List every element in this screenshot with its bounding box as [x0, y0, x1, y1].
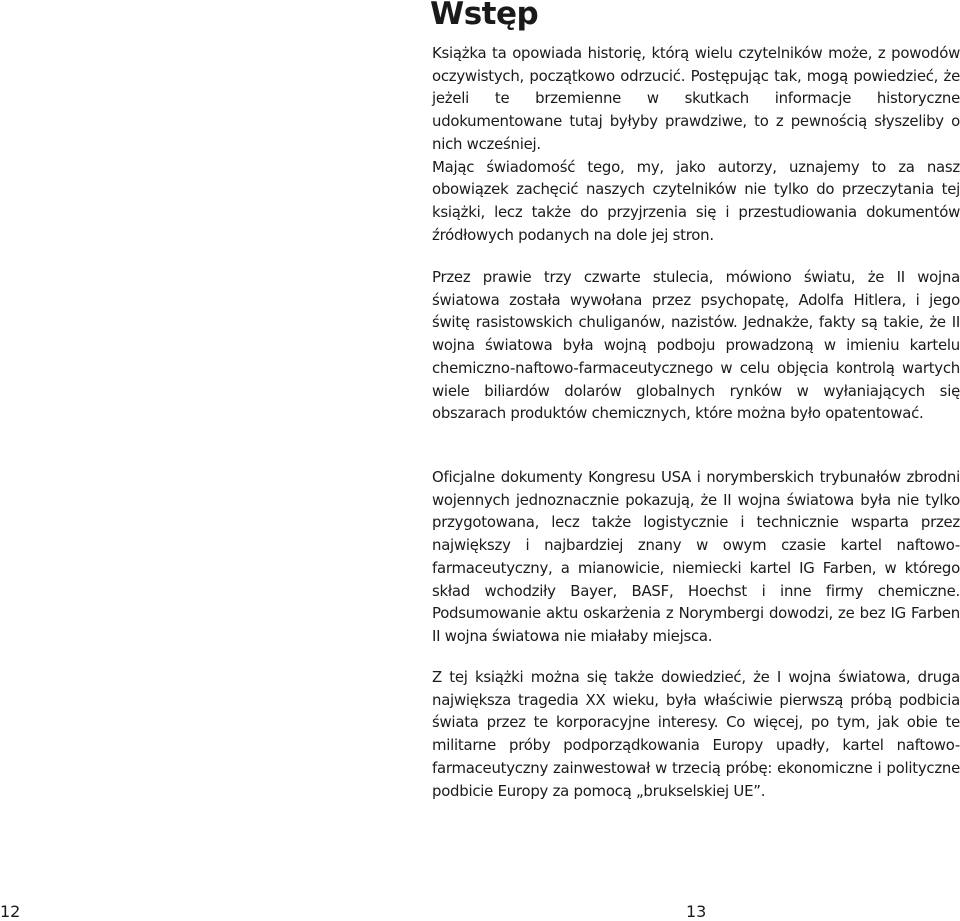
body-paragraph-block-3 [432, 666, 960, 802]
intro-section [432, 42, 960, 246]
body-paragraph-block-2 [432, 466, 960, 648]
body-paragraph-block-1 [432, 266, 960, 425]
body-paragraph-3: Z tej książki można się także dowiedzieć, że I wojna światowa, druga największa tragedia XX wieku, była właściwie pierwszą próbą podbicia świata przez te korporacyjne interesy. Co więcej, po tym, jak obie te militarne próby podporządkowania Europy upadły, kartel naftowo-farmaceutyczny zainwestował w trzecią próbę: ekonomiczne i polityczne podbicie Europy za pomocą „brukselskiej UE”. [432, 668, 960, 800]
intro-paragraph-2: Mając świadomość tego, my, jako autorzy, uznajemy to za nasz obowiązek zachęcić naszych czytelników nie tylko do przeczytania tej książki, lecz także do przyjrzenia się i przestudiowania dokumentów źródłowych podanych na dole jej stron. [432, 157, 960, 244]
body-paragraph-1: Przez prawie trzy czwarte stulecia, mówiono światu, że II wojna światowa została wywołana przez psychopatę, Adolfa Hitlera, i jego świtę rasistowskich chuliganów, nazistów. Jednakże, fakty są takie, że II wojna światowa była wojną podboju prowadzoną w imieniu kartelu chemiczno-naftowo-farmaceutycznego w celu objęcia kontrolą wartych wiele biliardów dolarów globalnych rynków w wyłaniających się obszarach produktów chemicznych, które można było opatentować. [432, 268, 960, 423]
page-title: Wstęp [430, 0, 539, 32]
page-number-right: 13 [686, 902, 707, 921]
page-number-left: 12 [0, 902, 21, 921]
body-paragraph-2: Oficjalne dokumenty Kongresu USA i norymberskich trybunałów zbrodni wojennych jednoznacznie pokazują, że II wojna światowa była nie tylko przygotowana, lecz także logistycznie i technicznie wsparta przez największy i najbardziej znany w owym czasie kartel naftowo-farmaceutyczny, a mianowicie, niemiecki kartel IG Farben, w którego skład wchodziły Bayer, BASF, Hoechst i inne firmy chemiczne. Podsumowanie aktu oskarżenia z Norymbergi dowodzi, ze bez IG Farben II wojna światowa nie miałaby miejsca. [432, 468, 960, 645]
intro-paragraph-1: Książka ta opowiada historię, którą wielu czytelników może, z powodów oczywistych, początkowo odrzucić. Postępując tak, mogą powiedzieć, że jeżeli te brzemienne w skutkach informacje historyczne udokumentowane tutaj byłyby prawdziwe, to z pewnością słyszeliby o nich wcześniej. [432, 44, 960, 153]
